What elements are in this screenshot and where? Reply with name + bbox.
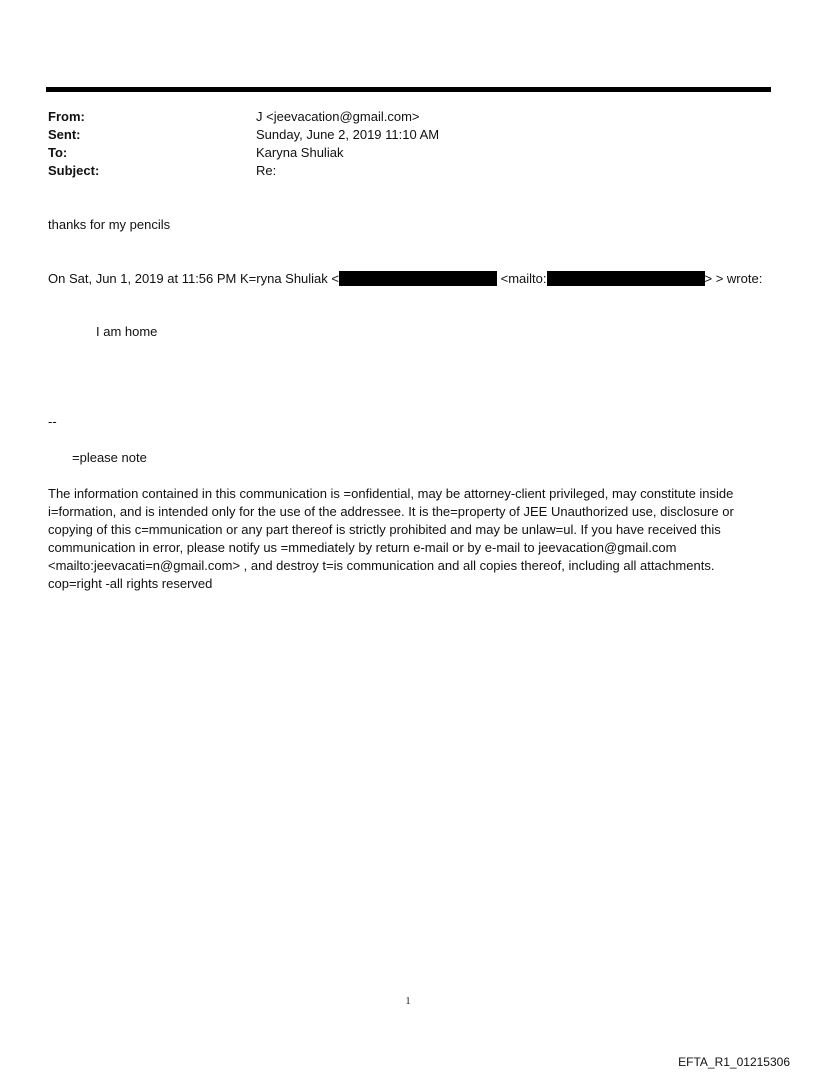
quote-intro-prefix: On Sat, Jun 1, 2019 at 11:56 PM K=ryna Shuliak < <box>48 271 339 286</box>
disclaimer-paragraph: The information contained in this communication is =onfidential, may be attorney-client privileged, may constitute inside i=formation, and is intended only for the use of the addressee. It is the=property of JEE Unauthorized use, disclosure or copying of this c=mmunication or any part thereof is strictly prohibited and may be unlaw=ul. If you have received this communication in error, please notify us =mmediately by return e-mail or by e-mail to jeevacation@gmail.com <mailto:jeevacati=n@gmail.com> , and destroy t=is communication and all copies thereof, including all attachments. cop=right -all rights reserved <box>48 486 734 591</box>
document-id: EFTA_R1_01215306 <box>678 1055 790 1069</box>
redaction-block <box>547 271 705 286</box>
to-value: Karyna Shuliak <box>256 145 344 160</box>
redaction-block <box>339 271 497 286</box>
please-note-text: =please note <box>72 450 147 465</box>
header-rule <box>46 87 771 92</box>
quoted-message: I am home <box>96 324 158 339</box>
page-number: 1 <box>405 996 411 1007</box>
sent-value: Sunday, June 2, 2019 11:10 AM <box>256 127 440 142</box>
from-label: From: <box>48 109 85 124</box>
quote-intro-suffix: > > wrote: <box>704 271 763 286</box>
sent-label: Sent: <box>48 127 81 142</box>
subject-label: Subject: <box>48 163 100 178</box>
subject-value: Re: <box>256 163 277 178</box>
quote-intro-line <box>48 270 762 288</box>
signature-separator: -- <box>48 414 57 429</box>
quote-intro-middle: <mailto: <box>500 271 547 286</box>
from-value: J <jeevacation@gmail.com> <box>256 109 420 124</box>
to-label: To: <box>48 145 68 160</box>
message-text: thanks for my pencils <box>48 217 171 232</box>
